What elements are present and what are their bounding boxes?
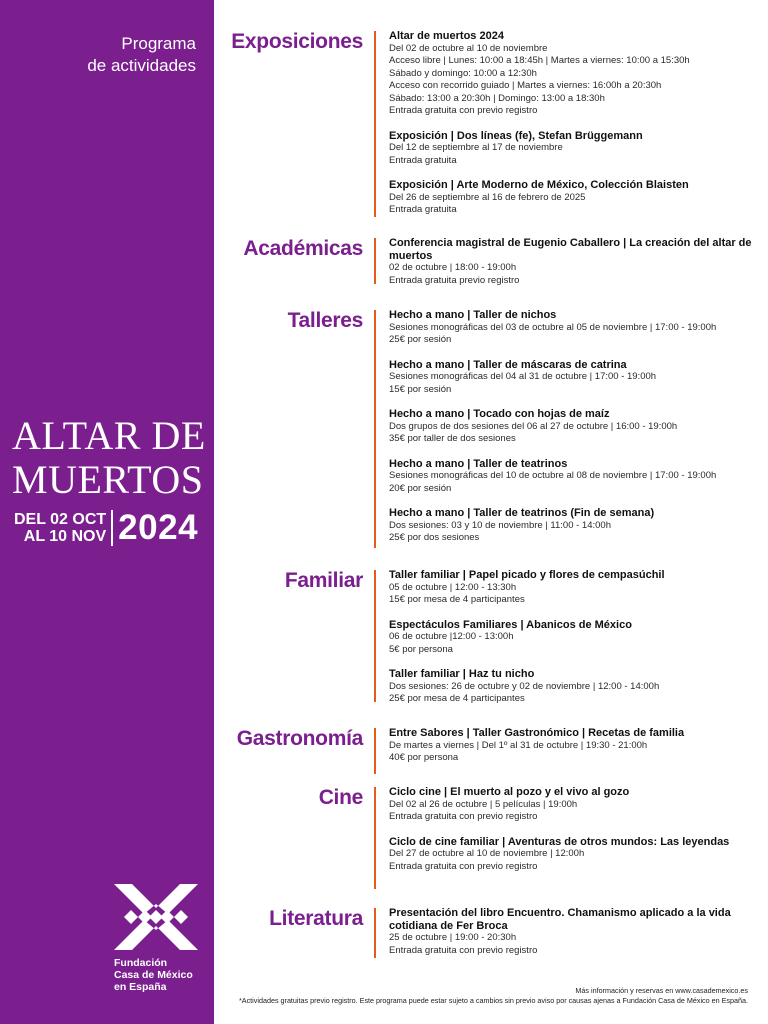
section-divider [374, 908, 376, 958]
event-item-title: Conferencia magistral de Eugenio Caballero | La creación del altar de muertos [389, 237, 752, 262]
event-item-detail: Entrada gratuita con previo registro [389, 811, 538, 822]
event-item-title: Hecho a mano | Tocado con hojas de maíz [389, 408, 610, 420]
event-item-detail: Del 12 de septiembre al 17 de noviembre [389, 142, 563, 153]
section-title: Exposiciones [231, 30, 363, 53]
event-item-title: Hecho a mano | Taller de teatrinos (Fin de semana) [389, 507, 655, 519]
foundation-name [114, 957, 193, 993]
event-item-detail: Entrada gratuita [389, 154, 457, 166]
event-item [389, 309, 764, 347]
fundacion-casa-de-mexico-logo-icon [114, 884, 198, 950]
section-divider [374, 787, 376, 889]
section-title: Gastronomía [236, 727, 363, 750]
event-list [389, 727, 764, 765]
event-item-detail: 35€ por taller de dos sesiones [389, 433, 516, 444]
event-item [389, 507, 764, 545]
event-item-detail: Dos sesiones: 26 de octubre y 02 de noviembre | 12:00 - 14:00h [389, 680, 660, 692]
event-item-title: Hecho a mano | Taller de teatrinos [389, 457, 568, 470]
event-item-detail: Dos sesiones: 03 y 10 de noviembre | 11:00 - 14:00h [389, 519, 611, 531]
program-title-line1: Programa [121, 34, 196, 53]
foundation-line1: Fundación [114, 957, 168, 969]
event-item-title: Presentación del libro Encuentro. Chamanismo aplicado a la vida cotidiana de Fer Broca [389, 907, 731, 932]
date-range [14, 511, 111, 545]
event-item-title: Ciclo de cine familiar | Aventuras de otros mundos: Las leyendas [389, 835, 730, 848]
event-item-detail: Del 26 de septiembre al 16 de febrero de 2025 [389, 191, 586, 203]
event-item [389, 668, 764, 706]
event-item-title: Entre Sabores | Taller Gastronómico | Recetas de familia [389, 727, 685, 739]
section-divider [374, 31, 376, 217]
event-list [389, 309, 764, 545]
event-item-detail: De martes a viernes | Del 1º al 31 de octubre | 19:30 - 21:00h [389, 739, 648, 751]
section-divider [374, 310, 376, 548]
event-item-detail: Entrada gratuita [389, 204, 457, 215]
event-item [389, 619, 764, 657]
program-title [87, 33, 196, 77]
date-start: DEL 02 OCT [14, 511, 107, 528]
event-item-title: Ciclo cine | El muerto al pozo y el vivo al gozo [389, 786, 630, 798]
event-item-detail: Sábado: 13:00 a 20:30h | Domingo: 13:00 a 18:30h [389, 92, 605, 104]
event-item [389, 359, 764, 397]
event-item-detail: 20€ por sesión [389, 482, 452, 494]
event-title-line1: ALTAR DE [12, 413, 206, 458]
event-item-detail: Sesiones monográficas del 04 al 31 de octubre | 17:00 - 19:00h [389, 371, 657, 382]
event-item-title: Taller familiar | Haz tu nicho [389, 668, 535, 680]
event-item-detail: Entrada gratuita con previo registro [389, 105, 538, 116]
section-title: Cine [318, 786, 363, 809]
event-item-detail: Sesiones monográficas del 10 de octubre al 08 de noviembre | 17:00 - 19:00h [389, 470, 717, 481]
event-item-detail: 25€ por mesa de 4 participantes [389, 693, 525, 704]
event-item-detail: 25€ por sesión [389, 334, 452, 345]
event-dates [14, 510, 198, 546]
event-item-detail: Sesiones monográficas del 03 de octubre al 05 de noviembre | 17:00 - 19:00h [389, 321, 717, 333]
footer-info: Más información y reservas en www.casademexico.es [575, 986, 748, 995]
section-title: Familiar [284, 569, 363, 592]
event-item-detail: Del 02 de octubre al 10 de noviembre [389, 42, 548, 54]
event-item-detail: 02 de octubre | 18:00 - 19:00h [389, 262, 517, 273]
program-content [214, 0, 768, 1024]
event-item-title: Exposición | Dos líneas (fe), Stefan Brüggemann [389, 129, 643, 142]
event-item-detail: Acceso con recorrido guiado | Martes a viernes: 16:00h a 20:30h [389, 80, 662, 91]
section-divider [374, 728, 376, 774]
event-item [389, 408, 764, 446]
section-title: Literatura [269, 907, 363, 930]
event-year: 2024 [118, 508, 199, 547]
event-item [389, 786, 764, 824]
section-divider [374, 570, 376, 702]
program-title-line2: de actividades [87, 56, 196, 75]
event-item-detail: Entrada gratuita con previo registro [389, 944, 538, 956]
event-item-detail: 15€ por sesión [389, 383, 452, 395]
section-title: Talleres [287, 309, 363, 332]
event-item-detail: Dos grupos de dos sesiones del 06 al 27 de octubre | 16:00 - 19:00h [389, 420, 678, 432]
event-item-detail: 25 de octubre | 19:00 - 20:30h [389, 932, 517, 943]
event-item-detail: Entrada gratuita con previo registro [389, 860, 538, 872]
event-item-detail: 05 de octubre | 12:00 - 13:30h [389, 581, 517, 593]
event-item-detail: Del 27 de octubre al 10 de noviembre | 12:00h [389, 848, 585, 859]
event-item-detail: Sábado y domingo: 10:00 a 12:30h [389, 67, 537, 79]
event-item-detail: 06 de octubre |12:00 - 13:00h [389, 631, 514, 642]
event-list [389, 30, 764, 217]
event-item-detail: Acceso libre | Lunes: 10:00 a 18:45h | Martes a viernes: 10:00 a 15:30h [389, 55, 690, 66]
event-item [389, 569, 764, 607]
event-list [389, 786, 764, 873]
event-item-detail: 40€ por persona [389, 752, 459, 763]
event-item-title: Hecho a mano | Taller de máscaras de catrina [389, 358, 627, 371]
event-item-detail: 25€ por dos sesiones [389, 532, 480, 543]
event-item-title: Altar de muertos 2024 [389, 30, 504, 42]
event-title [12, 414, 210, 502]
event-list [389, 569, 764, 706]
event-item-detail: Entrada gratuita previo registro [389, 274, 520, 286]
section-title: Académicas [243, 237, 363, 260]
footer-disclaimer: *Actividades gratuitas previo registro. Este programa puede estar sujeto a cambios sin previo aviso por causas ajenas a Fundación Casa de México en España. [239, 996, 748, 1005]
event-item [389, 907, 764, 957]
foundation-line2: Casa de México [114, 969, 193, 981]
event-item [389, 130, 764, 168]
event-item-detail: 5€ por persona [389, 643, 453, 655]
event-item [389, 30, 764, 118]
event-list [389, 237, 764, 287]
event-item-title: Taller familiar | Papel picado y flores de cempasúchil [389, 569, 665, 581]
event-item [389, 458, 764, 496]
event-item-detail: 15€ por mesa de 4 participantes [389, 594, 525, 605]
date-end: AL 10 NOV [23, 528, 107, 545]
event-item [389, 237, 764, 287]
event-item-detail: Del 02 al 26 de octubre | 5 películas | 19:00h [389, 798, 578, 810]
event-list [389, 907, 764, 957]
section-divider [374, 238, 376, 284]
sidebar [0, 0, 214, 1024]
event-item [389, 727, 764, 765]
event-item [389, 836, 764, 874]
event-title-line2: MUERTOS [12, 457, 204, 502]
event-item-title: Espectáculos Familiares | Abanicos de México [389, 618, 632, 631]
event-item-title: Exposición | Arte Moderno de México, Colección Blaisten [389, 179, 689, 191]
foundation-line3: en España [114, 981, 167, 993]
event-item [389, 179, 764, 217]
event-item-title: Hecho a mano | Taller de nichos [389, 309, 557, 321]
